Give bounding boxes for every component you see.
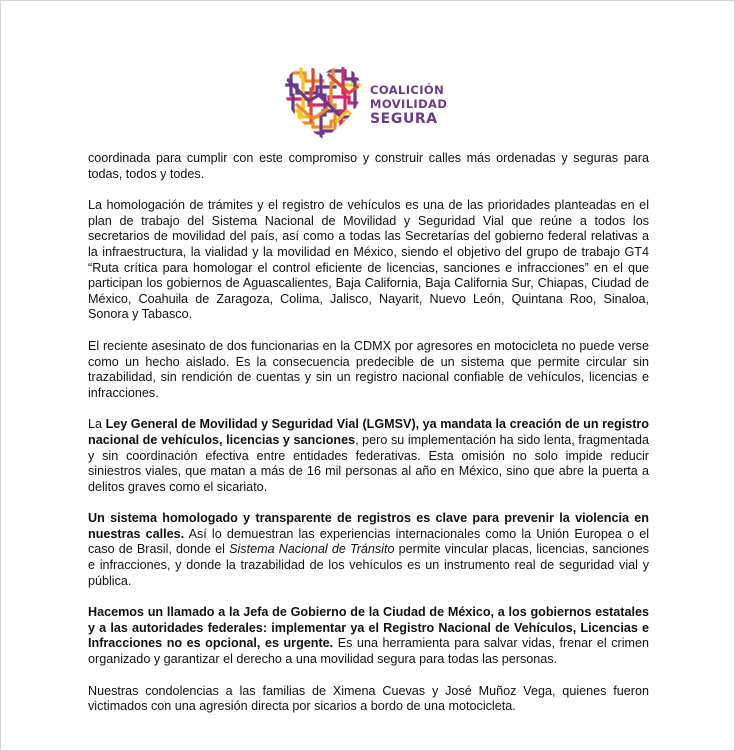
document-body [88,151,649,731]
paragraph-3: El reciente asesinato de dos funcionarias en la CDMX por agresores en motocicleta no puede verse como un hecho aislado. Es la consecuencia predecible de un sistema que permite circular sin trazabilidad, sin rendición de cuentas y sin un registro nacional confiable de vehículos, licencias e infracciones. [88,338,649,400]
logo-text-line3: SEGURA [370,111,438,127]
coalition-logo [283,65,463,141]
paragraph-5-italic: Sistema Nacional de Tránsito [229,542,395,557]
logo-text-line1: COALICIÓN [370,83,445,97]
paragraph-6-rest: Es una herramienta para salvar vidas, frenar el crimen organizado y garantizar el derecho a una movilidad segura para todas las personas. [88,636,650,667]
paragraph-5-bold: Un sistema homologado y transparente de registros es clave para prevenir la violencia en nuestras calles. [88,511,649,541]
paragraph-7: Nuestras condolencias a las familias de Ximena Cuevas y José Muñoz Vega, quienes fueron victimados con una agresión directa por sicarios a bordo de una motocicleta. [88,683,649,714]
paragraph-4 [88,417,649,495]
paragraph-5-rest: permite vincular placas, licencias, sanciones e infracciones, y donde la trazabilidad de los vehículos es un instrumento real de seguridad vial y pública. [88,542,649,588]
paragraph-1: coordinada para cumplir con este compromiso y construir calles más ordenadas y seguras para todas, todos y todes. [88,151,649,181]
paragraph-5 [88,511,649,589]
heart-grid-logo-icon [283,65,363,141]
paragraph-5-text: Así lo demuestran las experiencias internacionales como la Unión Europea o el caso de Brasil, donde el [88,526,650,557]
paragraph-4-lead: La [88,417,106,432]
paragraph-6 [88,605,649,667]
paragraph-2: La homologación de trámites y el registro de vehículos es una de las prioridades planteadas en el plan de trabajo del Sistema Nacional de Movilidad y Seguridad Vial que reúne a todos los secretarios de movilidad del país, así como a todas las Secretarías del gobierno federal relativas a la infraestructura, la vialidad y la movilidad en México, siendo el objetivo del grupo de trabajo GT4 “Ruta crítica para homologar el control eficiente de licencias, sanciones e infracciones” en el que participan los gobiernos de Aguascalientes, Baja California, Baja California Sur, Chiapas, Ciudad de México, Coahuila de Zaragoza, Colima, Jalisco, Nayarit, Nuevo León, Quintana Roo, Sinaloa, Sonora y Tabasco. [88,198,649,322]
logo-wordmark [370,83,447,126]
paragraph-4-rest: , pero su implementación ha sido lenta, fragmentada y sin coordinación efectiva entre entidades federativas. Esta omisión no solo impide reducir siniestros viales, que matan a más de 16 mil personas al año en México, sino que abre la puerta a delitos graves como el sicariato. [88,432,649,494]
paragraph-4-bold: Ley General de Movilidad y Seguridad Vial (LGMSV), ya mandata la creación de un registro nacional de vehículos, licencias y sanciones [88,417,649,447]
logo-text-line2: MOVILIDAD [370,97,448,111]
paragraph-6-bold: Hacemos un llamado a la Jefa de Gobierno de la Ciudad de México, a los gobiernos estatales y a las autoridades federales: implementar ya el Registro Nacional de Vehículos, Licencias e Infracciones no es opcional, es urgente. [88,605,649,651]
